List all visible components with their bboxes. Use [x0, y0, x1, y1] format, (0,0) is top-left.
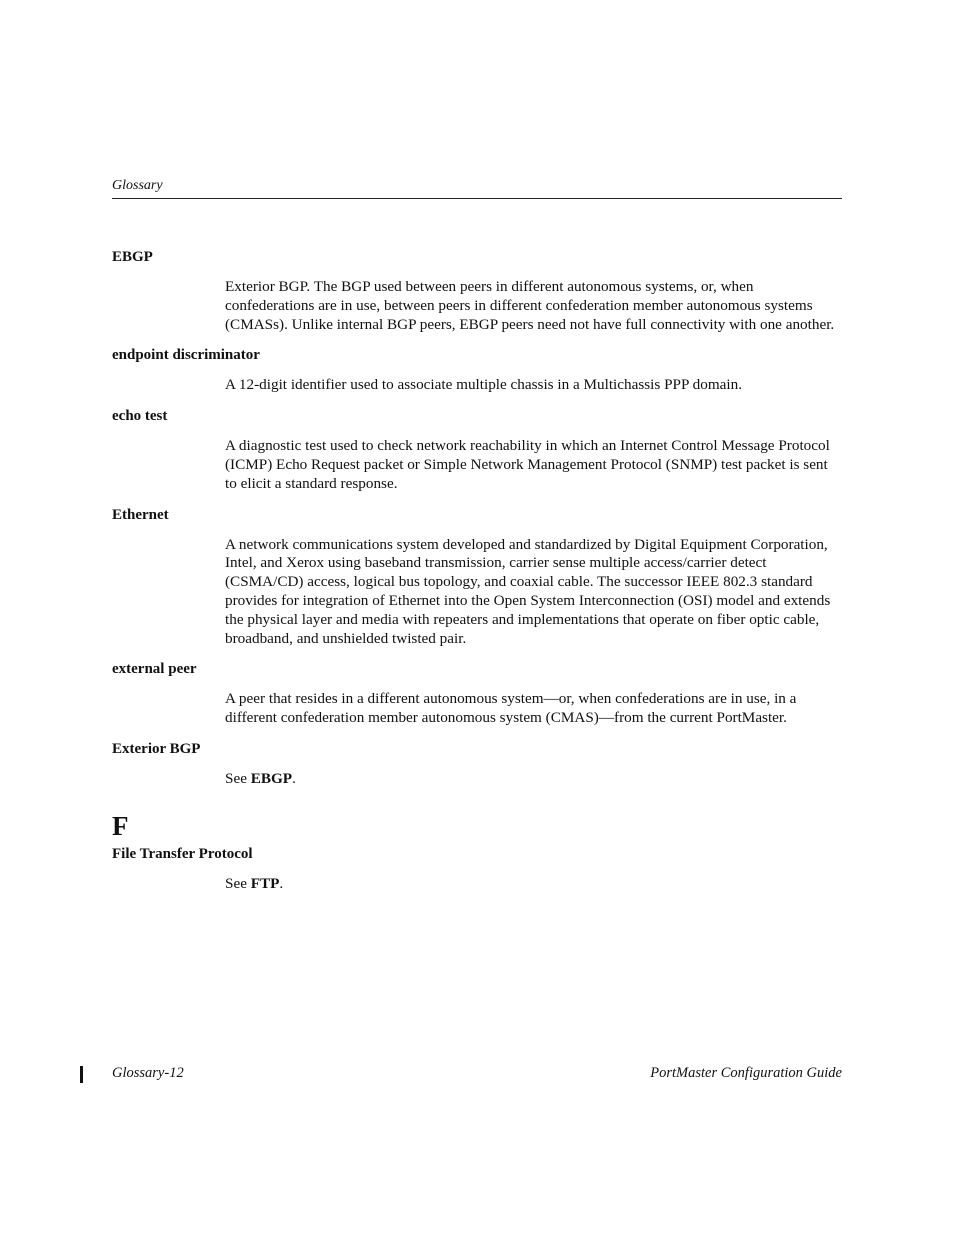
glossary-content: [112, 248, 842, 906]
see-suffix: .: [279, 874, 284, 892]
see-prefix: See: [225, 769, 251, 787]
glossary-definition: A peer that resides in a different autonomous system—or, when confederations are in use, in a different confederation member autonomous system (CMAS)—from the current PortMaster.: [225, 690, 797, 727]
glossary-see-reference: [225, 770, 842, 789]
book-title: PortMaster Configuration Guide: [650, 1065, 842, 1081]
glossary-term: File Transfer Protocol: [112, 845, 253, 862]
glossary-term: endpoint discriminator: [112, 347, 260, 364]
glossary-term: Exterior BGP: [112, 740, 201, 757]
glossary-definition: A 12-digit identifier used to associate multiple chassis in a Multichassis PPP domain.: [225, 376, 743, 394]
running-header: Glossary: [112, 178, 842, 199]
glossary-definition: Exterior BGP. The BGP used between peers in different autonomous systems, or, when confederations are in use, between peers in different confederation member autonomous systems (CMASs). Unlike internal BGP peers, EBGP peers need not have full connectivity with one another.: [225, 278, 835, 333]
glossary-definition: A network communications system developed and standardized by Digital Equipment Corporation, Intel, and Xerox using baseband transmission, carrier sense multiple access/carrier detect (CSMA/CD) access, logical bus topology, and coaxial cable. The successor IEEE 802.3 standard provides for integration of Ethernet into the Open System Interconnection (OSI) model and extends the physical layer and media with repeaters and implementations that operate on fiber optic cable, broadband, and unshielded twisted pair.: [225, 535, 831, 647]
change-bar: [80, 1066, 83, 1083]
glossary-term: echo test: [112, 408, 168, 425]
cross-reference-link[interactable]: EBGP: [250, 769, 293, 787]
see-suffix: .: [292, 769, 296, 787]
glossary-term: Ethernet: [112, 506, 169, 523]
page-number: Glossary-12: [112, 1065, 184, 1081]
section-letter-heading: F: [112, 810, 129, 841]
glossary-term: EBGP: [112, 249, 153, 265]
cross-reference-link[interactable]: FTP: [250, 874, 280, 892]
glossary-definition: A diagnostic test used to check network reachability in which an Internet Control Message Protocol (ICMP) Echo Request packet or Simple Network Management Protocol (SNMP) test packet is sent to elicit a standard response.: [225, 437, 830, 492]
glossary-term: external peer: [112, 661, 197, 678]
glossary-see-reference: [225, 875, 842, 894]
see-prefix: See: [225, 874, 251, 892]
